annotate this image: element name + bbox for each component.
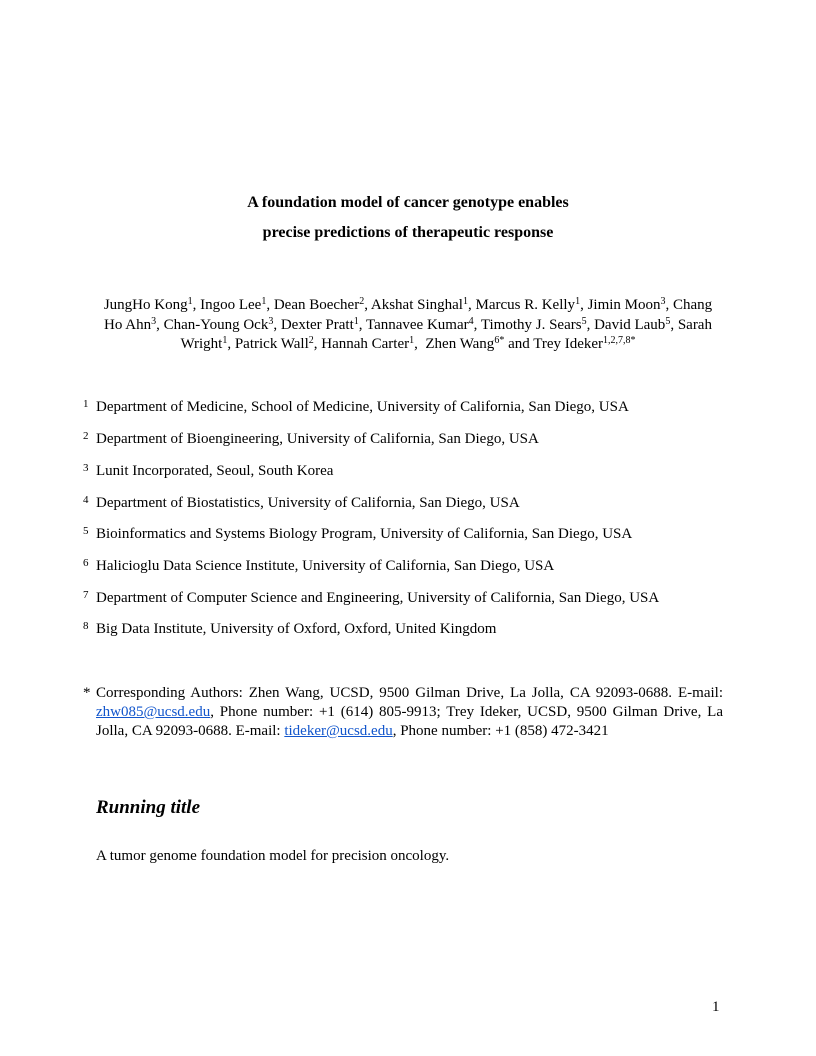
author-separator: , xyxy=(156,316,164,333)
author-affiliation-marker: 2 xyxy=(308,335,314,346)
corresponding-text-1: Corresponding Authors: Zhen Wang, UCSD, 9500 Gilman Drive, La Jolla, CA 92093-0688. E-mail: xyxy=(96,685,723,701)
author-name: Jimin Moon xyxy=(587,297,661,313)
affiliation-number: 4 xyxy=(83,494,89,506)
author-name: David Laub xyxy=(594,316,666,333)
page-number: 1 xyxy=(712,999,720,1015)
author-separator: , xyxy=(192,297,201,313)
affiliation-number: 1 xyxy=(83,398,89,410)
author-affiliation-marker: 1,2,7,8* xyxy=(603,335,636,346)
affiliation-item xyxy=(83,525,763,543)
paper-title-line-2: precise predictions of therapeutic response xyxy=(262,224,554,241)
running-title-text: A tumor genome foundation model for precision oncology. xyxy=(96,848,450,864)
author-affiliation-marker: 1 xyxy=(575,296,581,307)
author-separator: , xyxy=(358,316,366,333)
affiliation-number: 6 xyxy=(83,557,89,569)
author-affiliation-marker: 5 xyxy=(665,315,671,327)
affiliation-number: 5 xyxy=(83,525,89,537)
author-name: Dean Boecher xyxy=(273,297,360,313)
email-link-zhw085[interactable]: zhw085@ucsd.edu xyxy=(96,704,211,720)
author-separator: , xyxy=(313,336,322,352)
affiliation-text: Halicioglu Data Science Institute, University of California, San Diego, USA xyxy=(96,558,555,574)
author-affiliation-marker: 1 xyxy=(222,335,228,346)
affiliation-text: Bioinformatics and Systems Biology Program, University of California, San Diego, USA xyxy=(96,526,633,542)
corresponding-authors xyxy=(83,684,723,741)
affiliation-text: Department of Bioengineering, University of California, San Diego, USA xyxy=(96,431,539,447)
author-name: Hannah Carter xyxy=(321,336,410,352)
running-title-heading: Running title xyxy=(96,797,201,818)
email-link-tideker[interactable]: tideker@ucsd.edu xyxy=(284,723,393,739)
author-affiliation-marker: 1 xyxy=(261,296,267,307)
corresponding-text-3: , Phone number: +1 (858) 472-3421 xyxy=(392,723,609,739)
author-name: Akshat Singhal xyxy=(370,297,463,313)
paper-title-line-1: A foundation model of cancer genotype enables xyxy=(247,194,569,211)
author-name: Ingoo Lee xyxy=(200,297,262,313)
author-name: Sarah Wright xyxy=(180,316,712,352)
affiliation-number: 3 xyxy=(83,462,89,474)
author-separator: , xyxy=(586,316,595,333)
author-affiliation-marker: 1 xyxy=(462,296,468,307)
author-name: Dexter Pratt xyxy=(280,316,354,333)
affiliation-item xyxy=(83,589,763,607)
affiliation-text: Department of Computer Science and Engineering, University of California, San Diego, USA xyxy=(96,590,660,606)
author-name: Zhen Wang xyxy=(425,336,495,352)
author-affiliation-marker: 6* xyxy=(494,335,505,346)
author-name: Tannavee Kumar xyxy=(365,316,469,333)
author-affiliation-marker: 1 xyxy=(409,335,415,346)
author-separator: , xyxy=(467,297,476,313)
affiliation-number: 8 xyxy=(83,620,89,632)
author-affiliation-marker: 3 xyxy=(151,315,157,327)
affiliation-number: 7 xyxy=(83,589,89,601)
author-separator: , xyxy=(364,297,371,313)
author-list xyxy=(96,296,720,355)
author-name: Patrick Wall xyxy=(234,336,309,352)
affiliation-item xyxy=(83,557,763,575)
affiliation-number: 2 xyxy=(83,430,89,442)
author-name: JungHo Kong xyxy=(103,297,188,313)
affiliation-item xyxy=(83,398,763,416)
author-separator: and xyxy=(504,336,534,352)
author-separator: , xyxy=(227,336,235,352)
affiliation-text: Department of Biostatistics, University of California, San Diego, USA xyxy=(96,495,520,511)
affiliation-text: Lunit Incorporated, Seoul, South Korea xyxy=(96,463,334,479)
affiliation-item xyxy=(83,462,763,480)
affiliation-item xyxy=(83,494,763,512)
corresponding-text-2: , Phone number: +1 (614) 805-9913; Trey Ideker, UCSD, 9500 Gilman Drive, La Jolla, CA 92093-0688. E-mail: xyxy=(96,704,723,739)
author-affiliation-marker: 5 xyxy=(581,315,587,327)
author-name: Chan-Young Ock xyxy=(163,316,269,333)
author-affiliation-marker: 4 xyxy=(468,315,474,327)
corresponding-asterisk: * xyxy=(83,685,91,701)
author-affiliation-marker: 1 xyxy=(187,296,193,307)
author-affiliation-marker: 2 xyxy=(359,296,365,307)
author-name: Trey Ideker xyxy=(533,336,604,352)
author-name: Chang Ho Ahn xyxy=(104,297,713,333)
affiliation-text: Department of Medicine, School of Medicine, University of California, San Diego, USA xyxy=(96,399,629,415)
author-separator: , xyxy=(665,297,673,313)
author-name: Marcus R. Kelly xyxy=(475,297,576,313)
author-separator: , xyxy=(266,297,274,313)
author-affiliation-marker: 1 xyxy=(353,315,359,327)
author-affiliation-marker: 3 xyxy=(268,315,274,327)
author-separator: , xyxy=(414,336,426,352)
affiliation-item xyxy=(83,620,763,638)
author-separator: , xyxy=(273,316,281,333)
author-separator: , xyxy=(473,316,481,333)
author-separator: , xyxy=(670,316,678,333)
author-affiliation-marker: 3 xyxy=(660,296,666,307)
author-name: Timothy J. Sears xyxy=(480,316,582,333)
author-separator: , xyxy=(580,297,588,313)
affiliation-text: Big Data Institute, University of Oxford, Oxford, United Kingdom xyxy=(96,621,497,637)
affiliation-item xyxy=(83,430,763,448)
